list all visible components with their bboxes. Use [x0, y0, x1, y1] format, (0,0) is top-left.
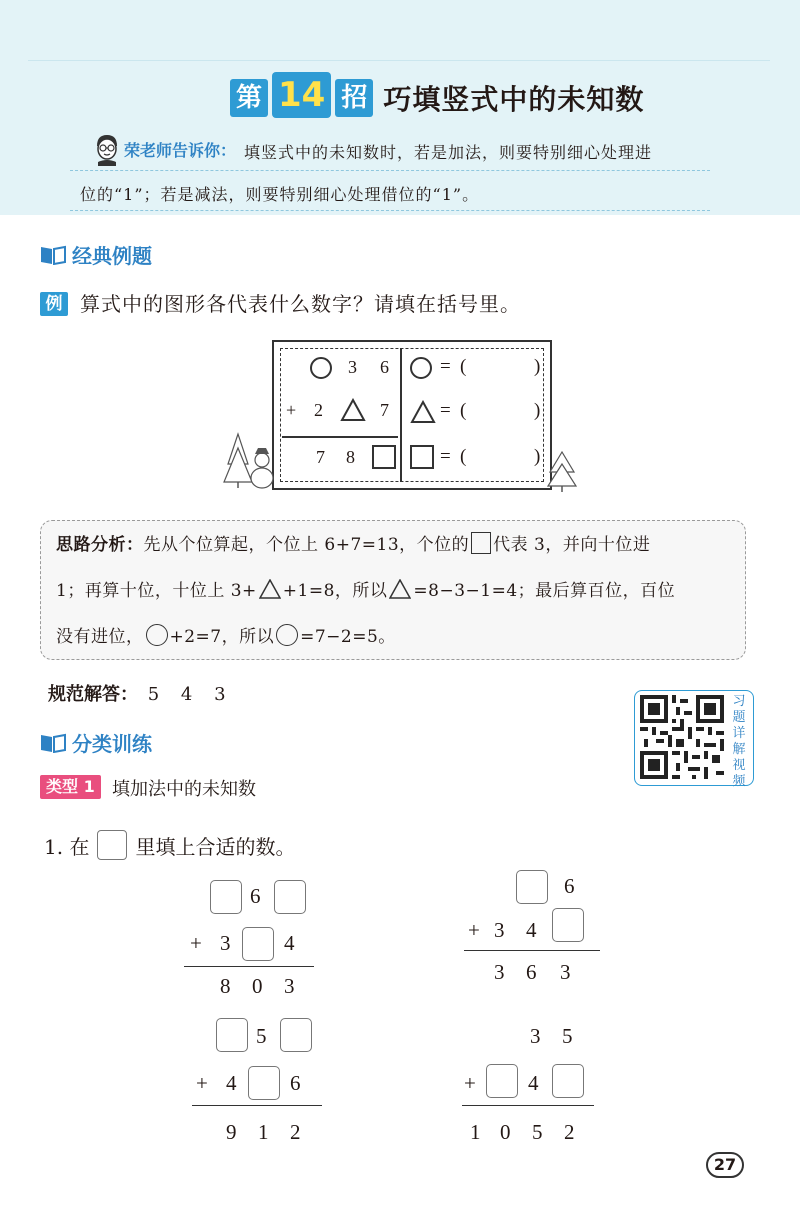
result-digit: 8 [220, 974, 231, 998]
qr-label-char: 视 [732, 758, 746, 773]
figure-digit: 7 [380, 400, 389, 420]
result-digit: 2 [290, 1120, 301, 1144]
sum-line [462, 1105, 594, 1106]
triangle-shape [259, 579, 281, 599]
title-badge-number: 14 [272, 72, 331, 118]
result-digit: 3 [494, 960, 505, 984]
result-digit: 3 [284, 974, 295, 998]
triangle-shape [340, 398, 366, 422]
title-badge-post: 招 [335, 79, 373, 117]
answer-paren-open: ( [460, 446, 467, 467]
answer-box[interactable] [552, 1064, 584, 1098]
digit: 4 [284, 931, 295, 955]
snowman-tree-icon [222, 424, 282, 490]
section-title: 分类训练 [72, 732, 152, 756]
example-tag: 例 [40, 292, 68, 316]
sum-line [192, 1105, 322, 1106]
qr-label-char: 详 [732, 726, 746, 741]
digit: 3 [220, 931, 231, 955]
result-digit: 1 [470, 1120, 481, 1144]
qr-label-char: 题 [732, 710, 746, 725]
digit: 3 [494, 918, 505, 942]
figure-digit: 7 [316, 447, 325, 467]
analysis-label: 思路分析： [56, 535, 144, 555]
qr-code-icon[interactable] [640, 694, 724, 780]
type-title: 填加法中的未知数 [112, 779, 256, 800]
answer-box[interactable] [552, 908, 584, 942]
digit: 4 [526, 918, 537, 942]
tip-underline-2 [70, 210, 710, 211]
circle-shape [146, 624, 168, 646]
figure-digit: 2 [314, 400, 323, 420]
result-digit: 1 [258, 1120, 269, 1144]
triangle-shape [410, 400, 436, 424]
answer-box[interactable] [486, 1064, 518, 1098]
plus-sign: + [464, 1071, 476, 1095]
analysis-text: 先从个位算起，个位上 6+7=13，个位的 [143, 535, 470, 555]
qr-label-char: 频 [732, 774, 746, 789]
equals-sign: = [440, 356, 451, 377]
question-text: 里填上合适的数。 [135, 834, 296, 859]
analysis-line-1 [56, 530, 650, 555]
qr-label [728, 694, 750, 790]
square-shape [471, 532, 491, 554]
circle-shape [310, 357, 332, 379]
type-tag: 类型 1 [40, 775, 101, 799]
analysis-line-2 [56, 576, 675, 601]
figure-sum-line [282, 436, 398, 438]
answer-paren-open: ( [460, 400, 467, 421]
square-shape [410, 445, 434, 469]
plus-sign: + [190, 931, 202, 955]
analysis-text: =8−3−1=4；最后算百位，百位 [413, 581, 676, 601]
page-title: 巧填竖式中的未知数 [383, 83, 645, 116]
answer-box[interactable] [242, 927, 274, 961]
analysis-line-3 [56, 622, 396, 647]
answer-value: 5 [147, 684, 160, 705]
book-icon [40, 733, 66, 753]
teacher-label: 荣老师告诉你： [124, 141, 237, 160]
answer-box-sample [97, 830, 127, 860]
analysis-text: =7−2=5。 [300, 627, 396, 647]
question-1 [44, 830, 295, 860]
digit: 5 [256, 1024, 267, 1048]
answer-value: 4 [180, 684, 193, 705]
sum-line [464, 950, 600, 951]
result-digit: 0 [500, 1120, 511, 1144]
standard-answer [48, 680, 226, 706]
answer-box[interactable] [274, 880, 306, 914]
result-digit: 0 [252, 974, 263, 998]
section-header-classic-examples [40, 240, 152, 269]
answer-box[interactable] [280, 1018, 312, 1052]
answer-paren-open: ( [460, 356, 467, 377]
figure-digit: 8 [346, 447, 355, 467]
answer-label: 规范解答： [48, 684, 138, 705]
digit: 5 [562, 1024, 573, 1048]
tree-icon [546, 448, 578, 492]
result-digit: 5 [532, 1120, 543, 1144]
teacher-avatar-icon [92, 132, 122, 166]
result-digit: 9 [226, 1120, 237, 1144]
book-icon [40, 245, 66, 265]
digit: 6 [290, 1071, 301, 1095]
digit: 6 [564, 874, 575, 898]
triangle-shape [389, 579, 411, 599]
section-title: 经典例题 [72, 244, 152, 268]
circle-shape [276, 624, 298, 646]
sum-line [184, 966, 314, 967]
figure-digit: 6 [380, 357, 389, 377]
analysis-text: 没有进位， [56, 627, 144, 647]
answer-value: 3 [214, 684, 226, 705]
analysis-text: 1；再算十位，十位上 3+ [56, 581, 257, 601]
figure-digit: 3 [348, 357, 357, 377]
plus-sign: + [196, 1071, 208, 1095]
answer-paren-close: ) [534, 446, 541, 467]
result-digit: 3 [560, 960, 571, 984]
figure-divider [400, 348, 402, 482]
answer-box[interactable] [516, 870, 548, 904]
qr-label-char: 解 [732, 742, 746, 757]
equals-sign: = [440, 400, 451, 421]
analysis-text: +2=7，所以 [169, 627, 275, 647]
section-header-practice [40, 728, 152, 757]
circle-shape [410, 357, 432, 379]
tip-line-1: 填竖式中的未知数时，若是加法，则要特别细心处理进 [244, 143, 653, 162]
square-shape [372, 445, 396, 469]
tip-line-2: 位的“1”；若是减法，则要特别细心处理借位的“1”。 [80, 185, 480, 204]
answer-box[interactable] [210, 880, 242, 914]
analysis-text: 代表 3，并向十位进 [493, 535, 651, 555]
answer-box[interactable] [248, 1066, 280, 1100]
answer-paren-close: ) [534, 400, 541, 421]
example-question: 算式中的图形各代表什么数字？请填在括号里。 [80, 292, 521, 316]
analysis-text: +1=8，所以 [282, 581, 388, 601]
equals-sign: = [440, 446, 451, 467]
title-badge-pre: 第 [230, 79, 268, 117]
qr-label-char: 习 [732, 694, 746, 709]
answer-paren-close: ) [534, 356, 541, 377]
answer-box[interactable] [216, 1018, 248, 1052]
digit: 6 [250, 884, 261, 908]
result-digit: 2 [564, 1120, 575, 1144]
digit: 4 [528, 1071, 539, 1095]
page-number: 27 [706, 1152, 744, 1178]
lesson-title [230, 75, 645, 118]
result-digit: 6 [526, 960, 537, 984]
digit: 4 [226, 1071, 237, 1095]
figure-plus: + [286, 400, 297, 420]
question-text: 1. 在 [44, 834, 90, 859]
digit: 3 [530, 1024, 541, 1048]
tip-underline-1 [70, 170, 710, 171]
plus-sign: + [468, 918, 480, 942]
